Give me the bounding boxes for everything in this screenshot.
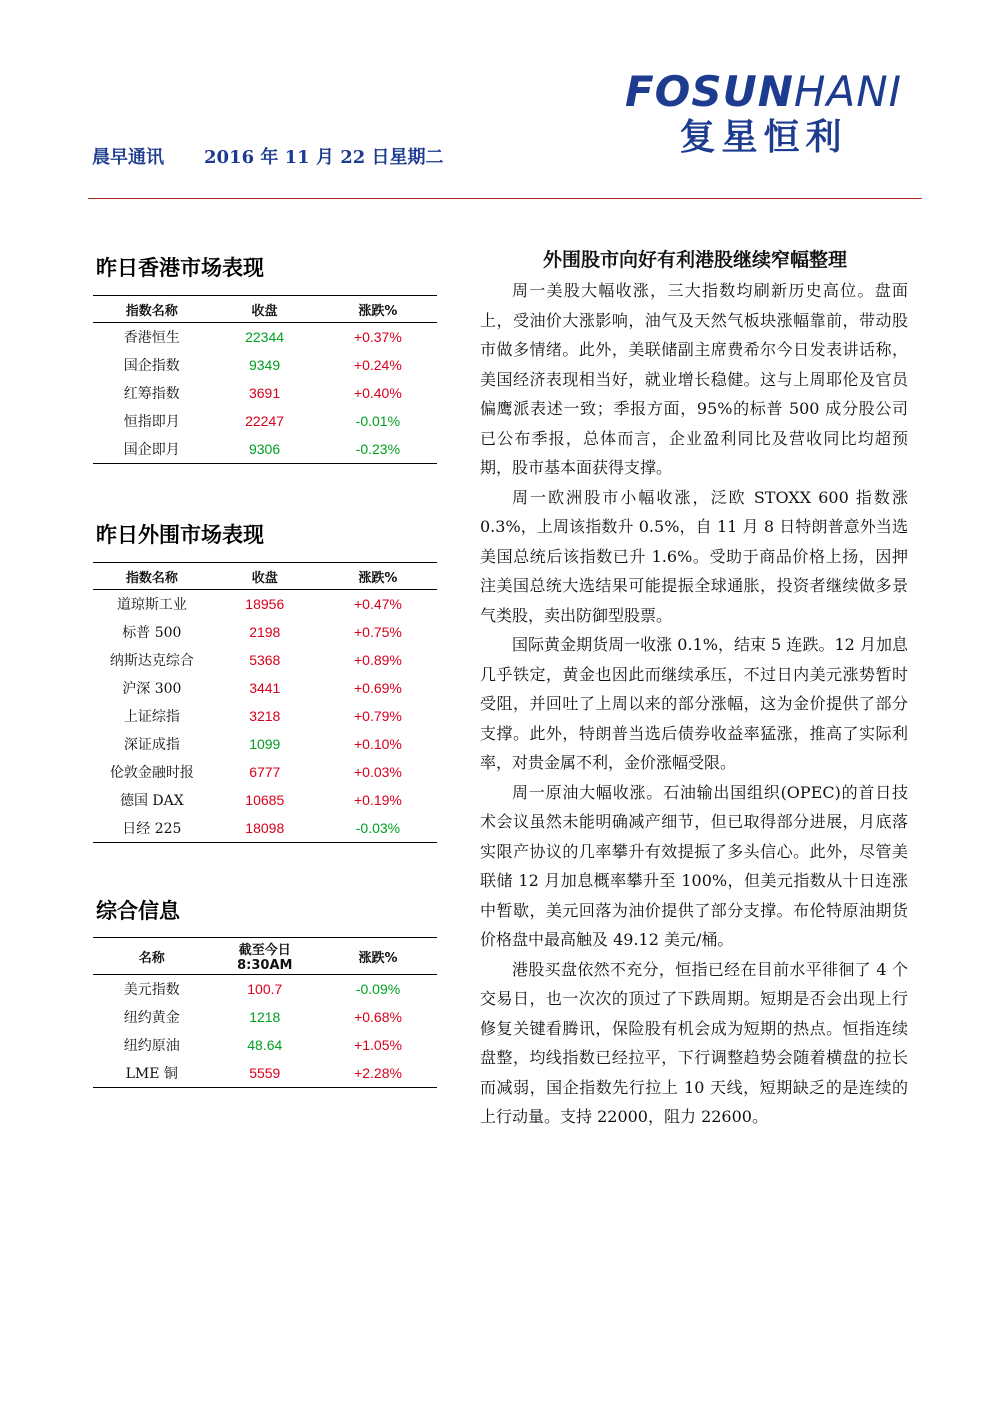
index-name-cell: 国企即月 [93, 435, 210, 464]
index-name-cell: 香港恒生 [123, 330, 180, 346]
change-percent-cell: +0.37% [353, 329, 402, 345]
table-row [93, 1003, 437, 1031]
header-divider [88, 198, 922, 199]
close-value-cell: 5368 [249, 652, 281, 668]
index-name-cell: 道琼斯工业 [116, 597, 187, 613]
index-name-cell: 国企指数 [123, 358, 180, 374]
table-row [93, 590, 437, 619]
table-row [93, 323, 437, 352]
table-row [93, 379, 437, 407]
close-value-cell: 6777 [249, 764, 281, 780]
change-percent-cell: +1.05% [354, 1037, 402, 1053]
table-row [93, 351, 437, 379]
change-percent-cell: -0.03% [319, 814, 437, 843]
close-value-cell: 48.64 [247, 1037, 283, 1053]
column-header: 涨跌% [319, 563, 437, 590]
company-logo [625, 68, 902, 160]
column-header: 收盘 [211, 563, 319, 590]
column-header: 截至今日 8:30AM [211, 938, 319, 975]
column-header: 涨跌% [319, 938, 437, 975]
change-percent-cell: +0.19% [353, 792, 402, 808]
article-paragraph: 周一美股大幅收涨，三大指数均刷新历史高位。盘面上，受油价大涨影响，油气及天然气板块涨幅靠前，带动股市做多情绪。此外，美联储副主席费希尔今日发表讲话称，美国经济表现相当好，就业增长稳健。这与上周耶伦及官员偏鹰派表述一致；季报方面，95%的标普 500 成分股公司已公布季报，总体而言，企业盈利同比及营收同比均超预期，股市基本面获得支撑。 [480, 281, 908, 477]
report-name: 晨早通讯 [92, 147, 164, 168]
intl-market-title: 昨日外围市场表现 [96, 522, 264, 547]
table-row [93, 407, 437, 435]
intl-market-table [93, 562, 437, 843]
article-paragraph: 周一原油大幅收涨。石油输出国组织(OPEC)的首日技术会议虽然未能明确减产细节，但已取得部分进展，月底落实限产协议的几率攀升有效提振了多头信心。此外，尽管美联储 12 月加息概率攀升至 100%，但美元指数从十日连涨中暂歇，美元回落为油价提供了部分支撑。布伦特原油期货价格盘中最高触及 49.12 美元/桶。 [480, 782, 908, 949]
index-name-cell: 美元指数 [123, 982, 180, 998]
misc-info-title: 综合信息 [96, 898, 180, 923]
table-row [93, 702, 437, 730]
table-row [93, 1031, 437, 1059]
column-header: 名称 [93, 938, 211, 975]
index-name-cell: 沪深 300 [122, 681, 182, 697]
table-row [93, 618, 437, 646]
hk-market-title: 昨日香港市场表现 [96, 255, 264, 280]
close-value-cell: 5559 [211, 1059, 319, 1088]
change-percent-cell: +0.47% [353, 596, 402, 612]
table-header-row [93, 296, 437, 323]
index-name-cell: 红筹指数 [123, 386, 180, 402]
change-percent-cell: +0.24% [353, 357, 402, 373]
close-value-cell: 10685 [245, 792, 285, 808]
index-name-cell: 上证综指 [123, 709, 180, 725]
article-title: 外围股市向好有利港股继续窄幅整理 [542, 249, 847, 271]
index-name-cell: 深证成指 [123, 737, 180, 753]
close-value-cell: 22247 [245, 413, 285, 429]
index-name-cell: 纽约原油 [123, 1038, 180, 1054]
close-value-cell: 3441 [249, 680, 281, 696]
hk-market-table [93, 295, 437, 464]
logo-english: FOSUNHANI [624, 67, 902, 116]
table-header-row [93, 563, 437, 590]
index-name-cell: 德国 DAX [119, 793, 184, 809]
change-percent-cell: +0.89% [353, 652, 402, 668]
close-value-cell: 1218 [249, 1009, 281, 1025]
change-percent-cell: -0.01% [355, 413, 401, 429]
table-row [93, 730, 437, 758]
misc-info-table [93, 937, 437, 1088]
close-value-cell: 1099 [249, 736, 281, 752]
change-percent-cell: +0.10% [353, 736, 402, 752]
index-name-cell: 标普 500 [122, 625, 182, 641]
close-value-cell: 18956 [245, 596, 285, 612]
article-paragraph: 港股买盘依然不充分，恒指已经在目前水平徘徊了 4 个交易日，也一次次的顶过了下跌周期。短期是否会出现上行修复关键看腾讯，保险股有机会成为短期的热点。恒指连续盘整，均线指数已经拉平，下行调整趋势会随着横盘的拉长而减弱，国企指数先行拉上 10 天线，短期缺乏的是连续的上行动量。支持 22000，阻力 22600。 [480, 959, 908, 1126]
table-row [93, 786, 437, 814]
change-percent-cell: +0.68% [354, 1009, 402, 1025]
column-header: 指数名称 [93, 296, 210, 323]
table-row [93, 814, 437, 843]
article-body [480, 276, 908, 1132]
close-value-cell: 9349 [248, 357, 281, 373]
table-row [93, 1059, 437, 1088]
change-percent-cell: -0.09% [355, 981, 401, 997]
table-row [93, 435, 437, 464]
close-value-cell: 9306 [210, 435, 318, 464]
change-percent-cell: +0.79% [353, 708, 402, 724]
index-name-cell: 伦敦金融时报 [109, 765, 194, 781]
close-value-cell: 22344 [245, 329, 285, 345]
close-value-cell: 2198 [249, 624, 281, 640]
table-row [93, 758, 437, 786]
table-row [93, 674, 437, 702]
close-value-cell: 100.7 [247, 981, 283, 997]
logo-chinese: 复星恒利 [679, 117, 848, 158]
column-header: 收盘 [210, 296, 318, 323]
index-name-cell: 日经 225 [93, 814, 211, 843]
change-percent-cell: +0.40% [353, 385, 402, 401]
report-date: 2016 年 11 月 22 日星期二 [204, 147, 444, 168]
change-percent-cell: +2.28% [319, 1059, 437, 1088]
column-header: 指数名称 [93, 563, 211, 590]
table-row [93, 646, 437, 674]
article-paragraph: 周一欧洲股市小幅收涨，泛欧 STOXX 600 指数涨 0.3%，上周该指数升 0.5%，自 11 月 8 日特朗普意外当选美国总统后该指数已升 1.6%。受助于商品价格上扬，因押注美国总统大选结果可能提振全球通胀，投资者继续做多景气类股，卖出防御型股票。 [480, 487, 908, 625]
table-row [93, 975, 437, 1004]
article-paragraph: 国际黄金期货周一收涨 0.1%，结束 5 连跌。12 月加息几乎铁定，黄金也因此而继续承压，不过日内美元涨势暂时受阻，并回吐了上周以来的部分涨幅，这为金价提供了部分支撑。此外，特朗普当选后债券收益率猛涨，推高了实际利率，对贵金属不利，金价涨幅受限。 [480, 635, 908, 772]
change-percent-cell: +0.75% [353, 624, 402, 640]
change-percent-cell: +0.69% [353, 680, 402, 696]
change-percent-cell: -0.23% [319, 435, 437, 464]
index-name-cell: 纽约黄金 [123, 1010, 180, 1026]
change-percent-cell: +0.03% [353, 764, 402, 780]
index-name-cell: 纳斯达克综合 [109, 653, 194, 669]
column-header: 涨跌% [319, 296, 437, 323]
report-header [92, 143, 444, 169]
close-value-cell: 3218 [249, 708, 281, 724]
index-name-cell: 恒指即月 [123, 414, 180, 430]
close-value-cell: 18098 [211, 814, 319, 843]
table-header-row [93, 938, 437, 975]
close-value-cell: 3691 [248, 385, 281, 401]
index-name-cell: LME 铜 [93, 1059, 211, 1088]
